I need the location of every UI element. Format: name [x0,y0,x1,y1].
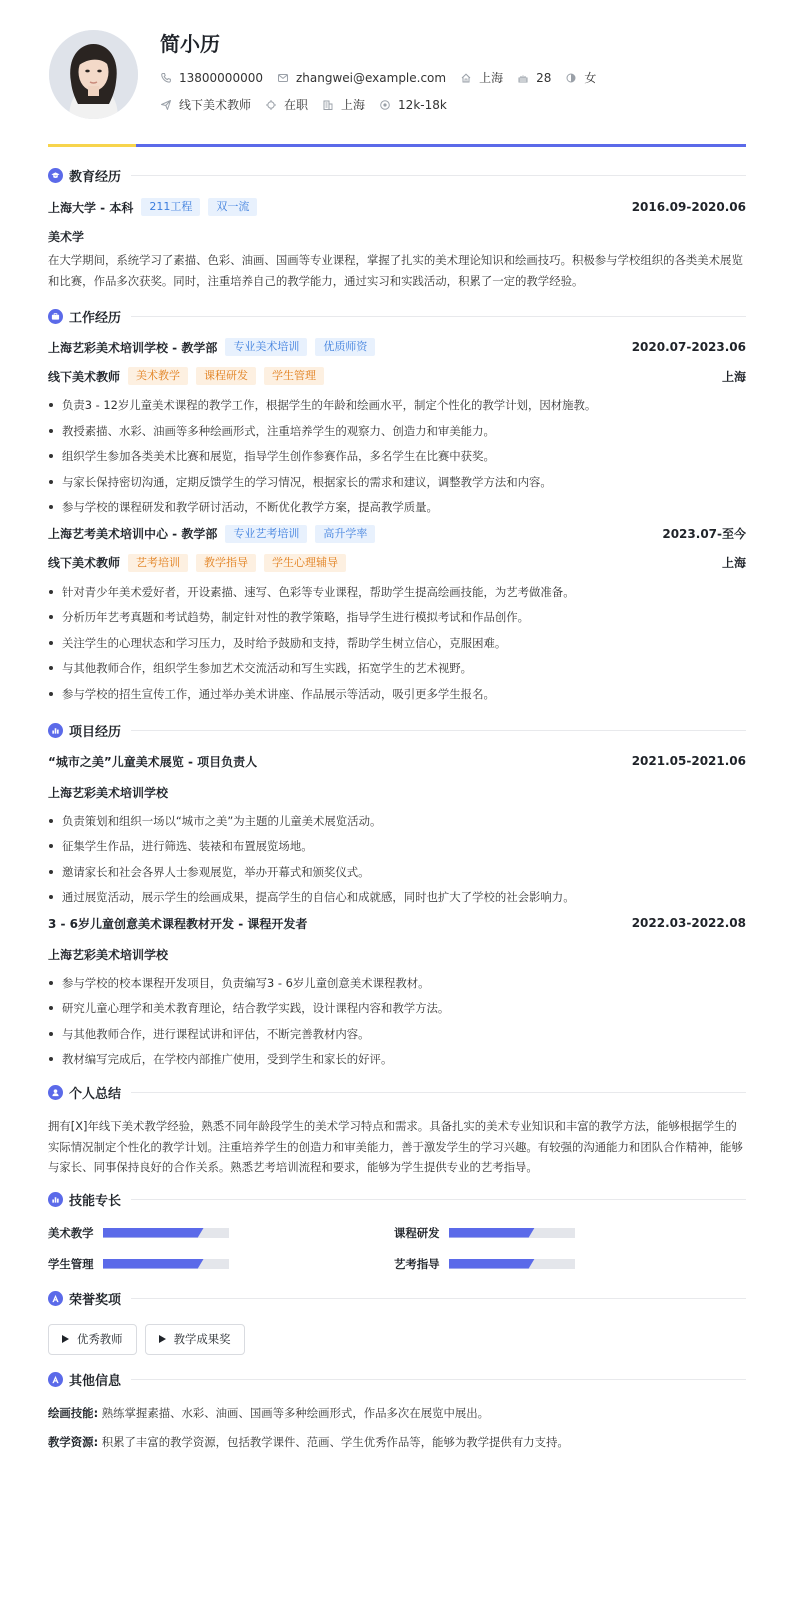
project-title: 3 - 6岁儿童创意美术课程教材开发 - 课程开发者 [48,916,308,931]
summary-section-title [48,1079,746,1105]
list-item: 教材编写完成后，在学校内部推广使用，受到学生和家长的好评。 [48,1051,746,1067]
skill-bar-track [449,1259,575,1269]
award-icon [48,1372,63,1387]
email-text[interactable]: zhangwei@example.com [295,70,447,85]
status-info [265,96,308,113]
summary-heading: 个人总结 [69,1086,122,1102]
skill-bar-track [449,1228,575,1238]
list-item: 教授素描、水彩、油画等多种绘画形式，注重培养学生的观察力、创造力和审美能力。 [48,423,746,439]
list-item: 邀请家长和社会各界人士参观展览，举办开幕式和颁奖仪式。 [48,864,746,880]
role-tag: 课程研发 [196,367,256,385]
project-entry [48,915,746,1068]
company-tag: 专业美术培训 [225,338,307,356]
list-item: 通过展览活动，展示学生的绘画成果，提高学生的自信心和成就感，同时也扩大了学校的社会影响力。 [48,889,746,905]
list-item: 与其他教师合作，进行课程试讲和评估，不断完善教材内容。 [48,1026,746,1042]
list-item: 分析历年艺考真题和考试趋势，制定针对性的教学策略，指导学生进行模拟考试和作品创作。 [48,609,746,625]
skills-section-title [48,1187,746,1213]
school-name: 上海大学 - 本科 [48,200,134,215]
other-text: 熟练掌握素描、水彩、油画、国画等多种绘画形式，作品多次在展览中展出。 [101,1405,490,1420]
project-bullets [48,813,746,906]
work-city: 上海 [721,556,746,570]
work-section-title [48,303,746,329]
project-entry [48,753,746,906]
list-item: 关注学生的心理状态和学习压力，及时给予鼓励和支持，帮助学生树立信心，克服困难。 [48,635,746,651]
skill-bar-track [103,1259,229,1269]
status-text: 在职 [284,98,309,112]
work-entry [48,338,746,515]
role-tag: 美术教学 [128,367,188,385]
gender-icon [565,72,577,84]
list-item: 参与学校的招生宣传工作，通过举办美术讲座、作品展示等活动，吸引更多学生报名。 [48,686,746,702]
resume-header [48,0,746,146]
skill-bar-fill [449,1228,535,1238]
avatar-portrait-icon [49,30,138,119]
list-item: 组织学生参加各类美术比赛和展览，指导学生创作参赛作品，多名学生在比赛中获奖。 [48,448,746,464]
location-info [460,69,503,86]
status-icon [265,99,277,111]
work-city: 上海 [721,369,746,384]
skill-bar-fill [103,1228,204,1238]
company-tag: 高升学率 [315,525,375,543]
section-rule [131,1092,746,1093]
list-item: 参与学校的课程研发和教学研讨活动，不断优化教学方案，提高教学质量。 [48,499,746,515]
gender-text: 女 [584,71,597,85]
header-divider [48,144,746,147]
age-info [517,71,551,85]
award-icon [48,1291,63,1306]
phone-text: 13800000000 [179,70,263,85]
role-tag: 教学指导 [196,554,256,572]
salary-info [379,98,447,112]
other-item [48,1405,746,1421]
list-item: 负责策划和组织一场以“城市之美”为主题的儿童美术展览活动。 [48,813,746,829]
divider-yellow [48,144,136,147]
skills-heading: 技能专长 [69,1194,122,1209]
skill-item [394,1256,740,1272]
list-item: 与家长保持密切沟通，定期反馈学生的学习情况，根据家长的需求和建议，调整教学方法和内容。 [48,474,746,490]
send-icon [160,99,172,111]
position-text: 线下美术教师 [179,98,252,112]
other-label: 教学资源: [48,1434,99,1449]
skill-name: 美术教学 [48,1225,94,1240]
role-row [48,367,746,385]
job-intent-row [160,96,461,113]
work-header-row [48,338,746,356]
user-icon [48,1085,63,1100]
skill-name: 艺考指导 [394,1256,440,1271]
section-rule [131,1199,746,1200]
age-text: 28 [536,70,552,85]
project-title: “城市之美”儿童美术展览 - 项目负责人 [48,754,258,769]
role-title: 线下美术教师 [48,369,121,384]
role-row [48,554,746,572]
education-description: 在大学期间，系统学习了素描、色彩、油画、国画等专业课程，掌握了扎实的美术理论知识和绘画技巧。积极参与学校组织的各类美术展览和比赛，作品多次获奖。同时，注重培养自己的教学能力，通过实习和实践活动，积累了一定的教学经验。 [48,253,743,288]
skill-bar-fill [449,1259,535,1269]
section-rule [131,316,746,317]
project-bullets [48,975,746,1068]
work-date: 2023.07-至今 [662,527,746,541]
section-rule [131,1379,746,1380]
list-item: 参与学校的校本课程开发项目，负责编写3 - 6岁儿童创意美术课程教材。 [48,975,746,991]
projects-heading: 项目经历 [69,725,122,740]
phone-info [160,71,263,85]
honors-list [48,1324,746,1355]
education-heading: 教育经历 [69,169,122,185]
work-entry [48,525,746,702]
work-bullets [48,584,746,702]
projects-section-title [48,718,746,744]
gender-info [565,69,596,86]
school-tag: 双一流 [208,198,257,216]
skill-item [48,1256,394,1272]
skill-bar-track [103,1228,229,1238]
skills-grid [48,1225,746,1272]
candidate-name: 简小历 [160,32,220,56]
graduation-cap-icon [48,168,63,183]
contact-row [160,69,610,86]
skill-name: 学生管理 [48,1256,94,1271]
company-name: 上海艺彩美术培训学校 - 教学部 [48,340,218,355]
email-info [277,71,446,85]
honors-section-title [48,1286,746,1312]
education-entry [48,198,746,292]
role-tag: 学生心理辅导 [264,554,346,572]
other-section-title [48,1367,746,1393]
work-city-text: 上海 [341,98,366,112]
project-header-row [48,753,746,770]
honors-heading: 荣誉奖项 [69,1293,122,1308]
skill-item [48,1225,394,1241]
location-text: 上海 [479,71,504,85]
play-icon [62,1335,69,1343]
honor-item[interactable] [145,1324,245,1355]
role-tag: 艺考培训 [128,554,188,572]
skill-name: 课程研发 [394,1225,440,1240]
project-date: 2022.03-2022.08 [631,916,746,930]
bar-chart-icon [48,723,63,738]
divider-blue [136,144,746,147]
other-item [48,1434,746,1450]
education-header-row [48,198,746,216]
phone-icon [160,72,172,84]
company-tag: 专业艺考培训 [225,525,307,543]
work-header-row [48,525,746,543]
list-item: 研究儿童心理学和美术教育理论，结合教学实践，设计课程内容和教学方法。 [48,1000,746,1016]
skill-item [394,1225,740,1241]
role-title: 线下美术教师 [48,556,121,570]
company-tag: 优质师资 [315,338,375,356]
play-icon [159,1335,166,1343]
honor-label: 优秀教师 [77,1332,123,1346]
position-info [160,96,251,113]
education-date: 2016.09-2020.06 [631,200,746,214]
section-rule [131,1298,746,1299]
work-heading: 工作经历 [69,310,122,326]
work-city-info [322,96,365,113]
skill-bar-fill [103,1259,204,1269]
list-item: 负责3 - 12岁儿童美术课程的教学工作，根据学生的年龄和绘画水平，制定个性化的教学计划，因材施教。 [48,397,746,413]
briefcase-icon [48,309,63,324]
project-date: 2021.05-2021.06 [631,754,746,768]
list-item: 征集学生作品，进行筛选、装裱和布置展览场地。 [48,838,746,854]
building-icon [322,99,334,111]
project-org: 上海艺彩美术培训学校 [48,785,169,800]
salary-text: 12k-18k [398,97,447,112]
work-date: 2020.07-2023.06 [631,340,746,354]
other-text: 积累了丰富的教学资源，包括教学课件、范画、学生优秀作品等，能够为教学提供有力支持。 [101,1434,569,1449]
section-rule [131,175,746,176]
avatar [49,30,138,119]
other-label: 绘画技能: [48,1405,99,1420]
education-section-title [48,162,746,188]
section-rule [131,730,746,731]
work-bullets [48,397,746,515]
other-heading: 其他信息 [69,1374,122,1389]
major: 美术学 [48,230,85,244]
summary-text: 拥有[X]年线下美术教学经验，熟悉不同年龄段学生的美术学习特点和需求。具备扎实的美术专业知识和丰富的教学方法，能够根据学生的实际情况制定个性化的教学计划。注重培养学生的创造力和审美能力，善于激发学生的学习兴趣。有较强的沟通能力和团队合作精神，能够与家长、同事保持良好的合作关系。熟悉艺考培训流程和要求，能够为学生提供专业的艺考指导。 [48,1119,743,1174]
project-org: 上海艺彩美术培训学校 [48,947,169,962]
school-tag: 211工程 [141,198,200,216]
project-header-row [48,915,746,932]
list-item: 针对青少年美术爱好者，开设素描、速写、色彩等专业课程，帮助学生提高绘画技能，为艺考做准备。 [48,584,746,600]
list-item: 与其他教师合作，组织学生参加艺术交流活动和写生实践，拓宽学生的艺术视野。 [48,660,746,676]
honor-item[interactable] [48,1324,137,1355]
bar-chart-icon [48,1192,63,1207]
mail-icon [277,72,289,84]
honor-label: 教学成果奖 [173,1332,231,1346]
cake-icon [517,72,529,84]
company-name: 上海艺考美术培训中心 - 教学部 [48,527,218,541]
home-icon [460,72,472,84]
salary-icon [379,99,391,111]
role-tag: 学生管理 [264,367,324,385]
